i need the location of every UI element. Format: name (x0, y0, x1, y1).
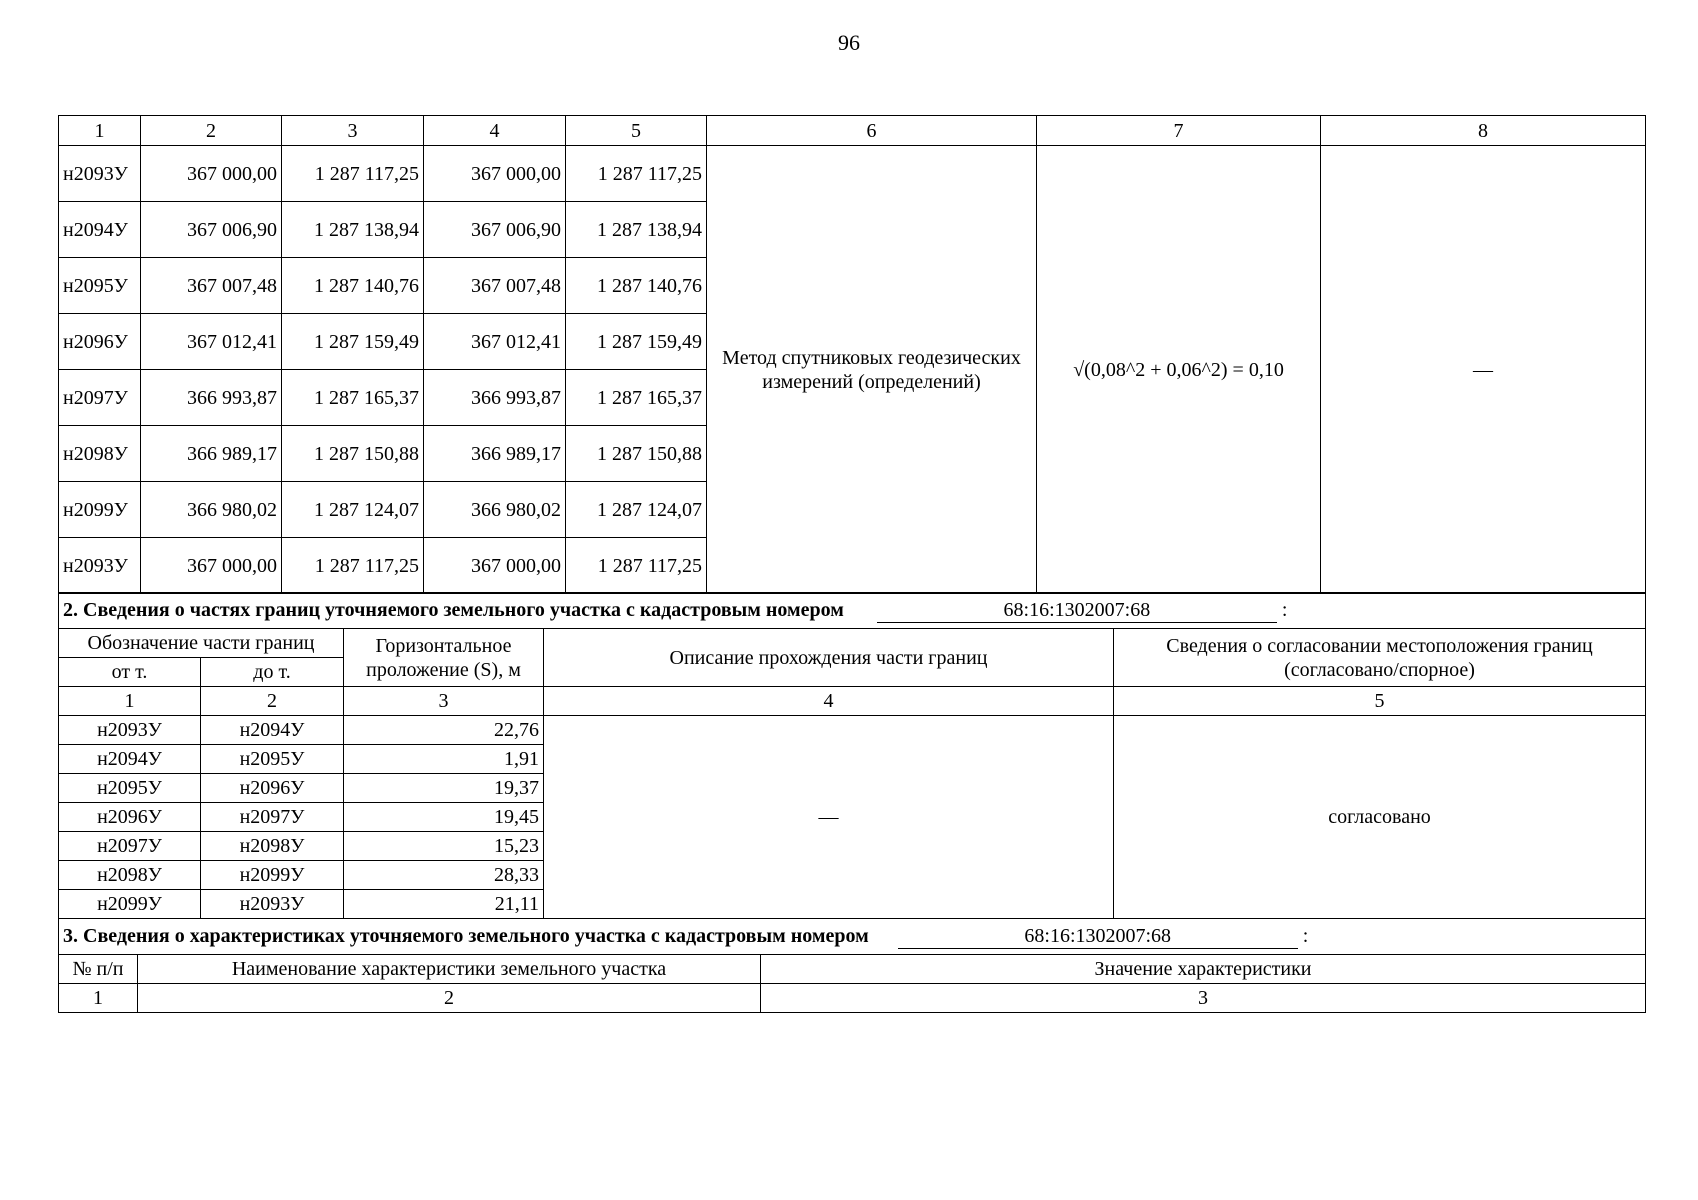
col-number: 8 (1321, 116, 1646, 146)
from-point: н2097У (59, 832, 201, 861)
point-name: н2098У (59, 426, 141, 482)
name-header: Наименование характеристики земельного участка (138, 954, 761, 983)
col-number: 5 (566, 116, 707, 146)
section3-title: 3. Сведения о характеристиках уточняемого земельного участка с кадастровым номером (63, 924, 869, 947)
col-number: 3 (344, 687, 544, 716)
table-row (59, 146, 1646, 202)
point-name: н2094У (59, 202, 141, 258)
coord-x-existing: 367 007,48 (141, 258, 282, 314)
coord-y-existing: 1 287 138,94 (282, 202, 424, 258)
coord-x-specified: 367 006,90 (424, 202, 566, 258)
horizontal-length: 21,11 (344, 890, 544, 919)
coord-y-specified: 1 287 165,37 (566, 370, 707, 426)
from-point-header: от т. (59, 658, 201, 687)
table-row (59, 716, 1646, 745)
point-name: н2099У (59, 482, 141, 538)
coord-y-specified: 1 287 138,94 (566, 202, 707, 258)
from-point: н2096У (59, 803, 201, 832)
col-number: 5 (1114, 687, 1646, 716)
coord-x-specified: 367 012,41 (424, 314, 566, 370)
col8-cell: — (1321, 146, 1646, 594)
coord-y-specified: 1 287 159,49 (566, 314, 707, 370)
from-point: н2093У (59, 716, 201, 745)
coord-x-specified: 366 989,17 (424, 426, 566, 482)
boundary-parts-table (58, 592, 1646, 919)
column-number-row (59, 983, 1646, 1012)
horizontal-length: 19,45 (344, 803, 544, 832)
header-row (59, 629, 1646, 658)
from-point: н2098У (59, 861, 201, 890)
from-point: н2095У (59, 774, 201, 803)
coord-y-specified: 1 287 140,76 (566, 258, 707, 314)
coord-y-existing: 1 287 159,49 (282, 314, 424, 370)
col-number: 7 (1037, 116, 1321, 146)
point-name: н2097У (59, 370, 141, 426)
coord-y-existing: 1 287 150,88 (282, 426, 424, 482)
description-cell: — (544, 716, 1114, 919)
to-point: н2097У (201, 803, 344, 832)
section2-colon: : (1281, 599, 1288, 622)
coord-x-specified: 367 000,00 (424, 146, 566, 202)
characteristics-table (58, 918, 1646, 1013)
to-point: н2093У (201, 890, 344, 919)
from-point: н2099У (59, 890, 201, 919)
horizontal-length: 19,37 (344, 774, 544, 803)
point-name: н2096У (59, 314, 141, 370)
col-number: 6 (707, 116, 1037, 146)
col-number: 1 (59, 983, 138, 1012)
to-point: н2096У (201, 774, 344, 803)
coord-x-existing: 367 000,00 (141, 538, 282, 594)
agreement-cell: согласовано (1114, 716, 1646, 919)
page-number: 96 (838, 30, 860, 55)
coord-y-existing: 1 287 117,25 (282, 146, 424, 202)
coord-x-existing: 367 000,00 (141, 146, 282, 202)
coord-x-existing: 366 989,17 (141, 426, 282, 482)
accuracy-cell: √(0,08^2 + 0,06^2) = 0,10 (1037, 146, 1321, 594)
coord-x-existing: 366 980,02 (141, 482, 282, 538)
to-point: н2099У (201, 861, 344, 890)
point-name: н2093У (59, 146, 141, 202)
from-point: н2094У (59, 745, 201, 774)
point-name: н2095У (59, 258, 141, 314)
col-number: 2 (201, 687, 344, 716)
section3-cadastral-number: 68:16:1302007:68 (898, 924, 1298, 949)
horizontal-length: 1,91 (344, 745, 544, 774)
coord-y-existing: 1 287 117,25 (282, 538, 424, 594)
horizontal-length-header: Горизонтальное проложение (S), м (344, 629, 544, 687)
coord-y-specified: 1 287 117,25 (566, 538, 707, 594)
col-number: 4 (424, 116, 566, 146)
col-number: 3 (761, 983, 1646, 1012)
col-number: 2 (141, 116, 282, 146)
column-number-row (59, 687, 1646, 716)
section3-title-row (59, 918, 1646, 954)
coord-y-specified: 1 287 150,88 (566, 426, 707, 482)
coord-x-specified: 367 000,00 (424, 538, 566, 594)
coord-y-existing: 1 287 165,37 (282, 370, 424, 426)
coord-y-specified: 1 287 117,25 (566, 146, 707, 202)
col-number: 2 (138, 983, 761, 1012)
coord-x-specified: 367 007,48 (424, 258, 566, 314)
coord-x-specified: 366 993,87 (424, 370, 566, 426)
point-name: н2093У (59, 538, 141, 594)
to-point: н2095У (201, 745, 344, 774)
coord-y-specified: 1 287 124,07 (566, 482, 707, 538)
section2-cadastral-number: 68:16:1302007:68 (877, 598, 1277, 623)
horizontal-length: 22,76 (344, 716, 544, 745)
number-header: № п/п (59, 954, 138, 983)
to-point: н2098У (201, 832, 344, 861)
coord-y-existing: 1 287 124,07 (282, 482, 424, 538)
value-header: Значение характеристики (761, 954, 1646, 983)
description-header: Описание прохождения части границ (544, 629, 1114, 687)
column-number-row (59, 116, 1646, 146)
section2-title-row (59, 593, 1646, 629)
boundary-points-table (58, 115, 1646, 594)
part-designation-header: Обозначение части границ (59, 629, 344, 658)
col-number: 1 (59, 116, 141, 146)
to-point: н2094У (201, 716, 344, 745)
col-number: 3 (282, 116, 424, 146)
section3-colon: : (1302, 924, 1309, 947)
coord-x-existing: 367 012,41 (141, 314, 282, 370)
coord-x-existing: 366 993,87 (141, 370, 282, 426)
header-row (59, 954, 1646, 983)
section2-title: 2. Сведения о частях границ уточняемого земельного участка с кадастровым номером (63, 599, 844, 622)
coord-x-specified: 366 980,02 (424, 482, 566, 538)
horizontal-length: 15,23 (344, 832, 544, 861)
horizontal-length: 28,33 (344, 861, 544, 890)
method-cell: Метод спутниковых геодезических измерений (определений) (707, 146, 1037, 594)
coord-x-existing: 367 006,90 (141, 202, 282, 258)
col-number: 4 (544, 687, 1114, 716)
col-number: 1 (59, 687, 201, 716)
agreement-header: Сведения о согласовании местоположения границ (согласовано/спорное) (1114, 629, 1646, 687)
coord-y-existing: 1 287 140,76 (282, 258, 424, 314)
to-point-header: до т. (201, 658, 344, 687)
document-sheet (58, 115, 1645, 1013)
